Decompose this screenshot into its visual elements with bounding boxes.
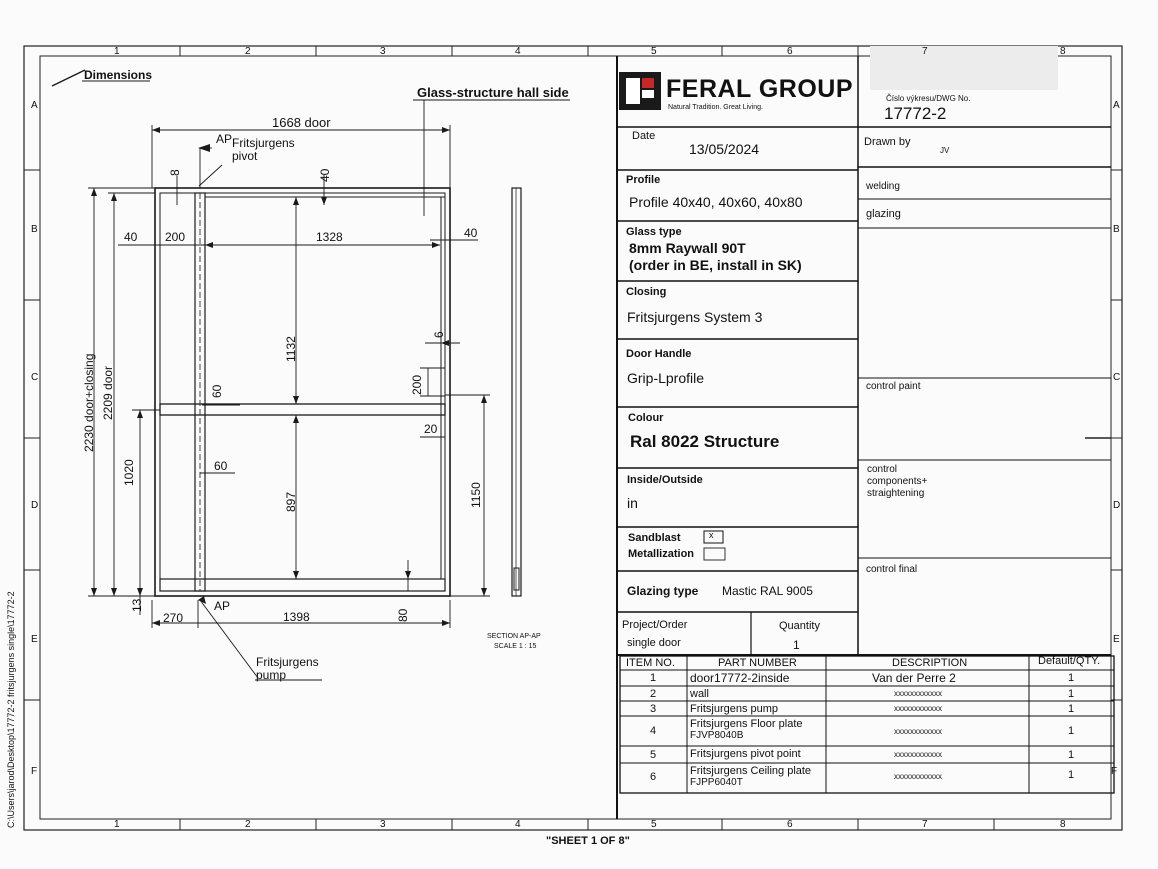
zone-label-side: B (1113, 224, 1120, 235)
callout-pump-line2: pump (256, 668, 287, 682)
dim-h-20: 20 (424, 422, 438, 436)
section-label: SECTION AP-AP (487, 633, 541, 640)
view-title: Glass-structure hall side (417, 85, 569, 100)
drawn-by-label: Drawn by (864, 136, 911, 148)
zone-label-top: 7 (922, 46, 928, 57)
zone-label-bottom: 1 (114, 819, 120, 830)
zone-label-side: B (31, 224, 38, 235)
zone-label-bottom: 3 (380, 819, 386, 830)
dim-bottom-1398: 1398 (283, 610, 310, 624)
zone-label-side: F (1111, 766, 1118, 777)
dim-h-60-upper: 60 (210, 384, 224, 398)
redaction-patch (870, 46, 1058, 90)
zone-label-top: 1 (114, 46, 120, 57)
dim-top-40: 40 (318, 168, 332, 182)
control-components-line2: components+ (867, 476, 928, 487)
handle-value: Grip-Lprofile (627, 370, 705, 386)
zone-label-side: A (31, 100, 38, 111)
project-value: single door (627, 637, 681, 649)
bom-header-item: ITEM NO. (626, 657, 675, 669)
date-label: Date (632, 130, 656, 142)
zone-label-top: 4 (515, 46, 521, 57)
file-path: C:\Users\jarod\Desktop\17772-2 fritsjurgens single\17772-2 (6, 591, 16, 828)
scale-label: SCALE 1 : 15 (494, 643, 537, 650)
dim-right-40: 40 (464, 226, 478, 240)
zone-label-bottom: 4 (515, 819, 521, 830)
sandblast-label: Sandblast (628, 532, 681, 544)
bom-row-part: Fritsjurgens pump (690, 703, 779, 715)
metallization-label: Metallization (628, 548, 695, 560)
control-paint-label: control paint (866, 381, 921, 392)
handle-label: Door Handle (626, 348, 692, 360)
dim-h-1132: 1132 (284, 336, 298, 362)
bom-row-qty: 1 (1068, 703, 1075, 715)
zone-label-side: C (31, 372, 39, 383)
dim-h-200: 200 (410, 374, 424, 395)
sheet-label: "SHEET 1 OF 8" (546, 835, 630, 847)
welding-label: welding (866, 181, 900, 192)
dim-door-width: 1668 door (272, 115, 331, 130)
company-name: FERAL GROUP (666, 75, 853, 103)
bom-row-part: door17772-2inside (690, 671, 790, 685)
bom-row-part: wall (690, 688, 709, 700)
dim-left-40: 40 (124, 230, 138, 244)
profile-label: Profile (626, 174, 661, 186)
zone-label-bottom: 2 (245, 819, 251, 830)
profile-value: Profile 40x40, 40x60, 40x80 (629, 194, 803, 210)
closing-value: Fritsjurgens System 3 (627, 309, 763, 325)
zone-label-top: 5 (651, 46, 657, 57)
zone-label-top: 6 (787, 46, 793, 57)
feral-logo-icon (619, 72, 661, 110)
company-tagline: Natural Tradition. Great Living. (668, 104, 763, 111)
zone-label-side: F (31, 766, 38, 777)
bom-row-item: 2 (650, 688, 657, 700)
zone-label-side: D (1113, 500, 1121, 511)
bom-row-desc: xxxxxxxxxxxx (894, 772, 942, 781)
bom-row-part: Fritsjurgens Floor plate (690, 718, 803, 730)
date-value: 13/05/2024 (689, 141, 760, 157)
bom-row-part-code: FJVP8040B (690, 730, 744, 741)
section-marker-top: AP (216, 132, 233, 146)
inout-value: in (627, 495, 638, 511)
quantity-label: Quantity (779, 620, 820, 632)
bom-row-desc: xxxxxxxxxxxx (894, 689, 942, 698)
dim-h-1020: 1020 (122, 459, 136, 486)
closing-label: Closing (626, 286, 667, 298)
callout-pivot-line2: pivot (232, 149, 258, 163)
quantity-value: 1 (793, 638, 800, 652)
bom-row-desc: Van der Perre 2 (872, 671, 956, 685)
zone-label-bottom: 6 (787, 819, 793, 830)
bom-row-qty: 1 (1068, 749, 1075, 761)
glazing-type-value: Mastic RAL 9005 (722, 584, 813, 598)
bom-row-desc: xxxxxxxxxxxx (894, 727, 942, 736)
dim-h-6: 6 (432, 331, 446, 338)
bom-row-part: Fritsjurgens pivot point (690, 748, 801, 760)
bom-row-item: 3 (650, 703, 657, 715)
bom-row-qty: 1 (1068, 725, 1075, 737)
dim-overall-2209: 2209 door (101, 365, 115, 420)
glass-label: Glass type (626, 226, 682, 238)
dwg-no-value: 17772-2 (884, 104, 947, 123)
bom-header-desc: DESCRIPTION (892, 657, 968, 669)
bom-row-qty: 1 (1068, 769, 1075, 781)
glazing-type-label: Glazing type (627, 584, 699, 598)
bom-row-qty: 1 (1068, 688, 1075, 700)
bom-row-item: 6 (650, 771, 657, 783)
bom-row-part: Fritsjurgens Ceiling plate (690, 765, 812, 777)
section-marker-bottom: AP (214, 599, 231, 613)
dim-h-897: 897 (284, 491, 298, 512)
glass-line1: 8mm Raywall 90T (629, 240, 746, 256)
dim-h-1150: 1150 (469, 482, 483, 508)
colour-label: Colour (628, 412, 664, 424)
dim-bottom-80: 80 (396, 608, 410, 622)
glass-line2: (order in BE, install in SK) (629, 257, 802, 273)
dim-top-8: 8 (168, 169, 182, 176)
dim-left-200: 200 (165, 230, 186, 244)
bom-row-item: 4 (650, 725, 657, 737)
zone-label-bottom: 5 (651, 819, 657, 830)
zone-label-side: E (31, 634, 38, 645)
bom-row-part-code: FJPP6040T (690, 777, 743, 788)
dimensions-label: Dimensions (84, 68, 153, 82)
zone-label-side: D (31, 500, 39, 511)
control-final-label: control final (866, 564, 918, 575)
bom-row-desc: xxxxxxxxxxxx (894, 750, 942, 759)
control-components-line1: control (867, 464, 898, 475)
colour-value: Ral 8022 Structure (630, 432, 780, 451)
zone-label-top: 8 (1060, 46, 1066, 57)
zone-label-top: 2 (245, 46, 251, 57)
inout-label: Inside/Outside (627, 474, 703, 486)
control-components-line3: straightening (867, 488, 925, 499)
dim-bottom-270: 270 (163, 611, 184, 625)
zone-label-side: A (1113, 100, 1120, 111)
bom-row-item: 5 (650, 749, 657, 761)
project-label: Project/Order (622, 619, 688, 631)
callout-pivot-line1: Fritsjurgens (232, 136, 295, 150)
bom-row-desc: xxxxxxxxxxxx (894, 704, 942, 713)
zone-label-top: 3 (380, 46, 386, 57)
bom-header-part: PART NUMBER (718, 657, 797, 669)
bom-header-qty: Default/QTY. (1038, 655, 1101, 667)
zone-label-bottom: 8 (1060, 819, 1066, 830)
sandblast-checkbox: x (709, 530, 714, 540)
bom-row-item: 1 (650, 672, 657, 684)
zone-label-side: C (1113, 372, 1121, 383)
zone-label-bottom: 7 (922, 819, 928, 830)
drawn-by-value: JV (940, 146, 950, 155)
callout-pump-line1: Fritsjurgens (256, 655, 319, 669)
glazing-label: glazing (866, 208, 901, 220)
dwg-no-label: Číslo výkresu/DWG No. (886, 94, 971, 103)
dim-overall-2230: 2230 door+closing (82, 353, 96, 452)
bom-row-qty: 1 (1068, 672, 1075, 684)
dim-h-60-lower: 60 (214, 459, 228, 473)
zone-label-side: E (1113, 634, 1120, 645)
dim-mid-1328: 1328 (316, 230, 343, 244)
dim-h-13: 13 (130, 598, 144, 612)
